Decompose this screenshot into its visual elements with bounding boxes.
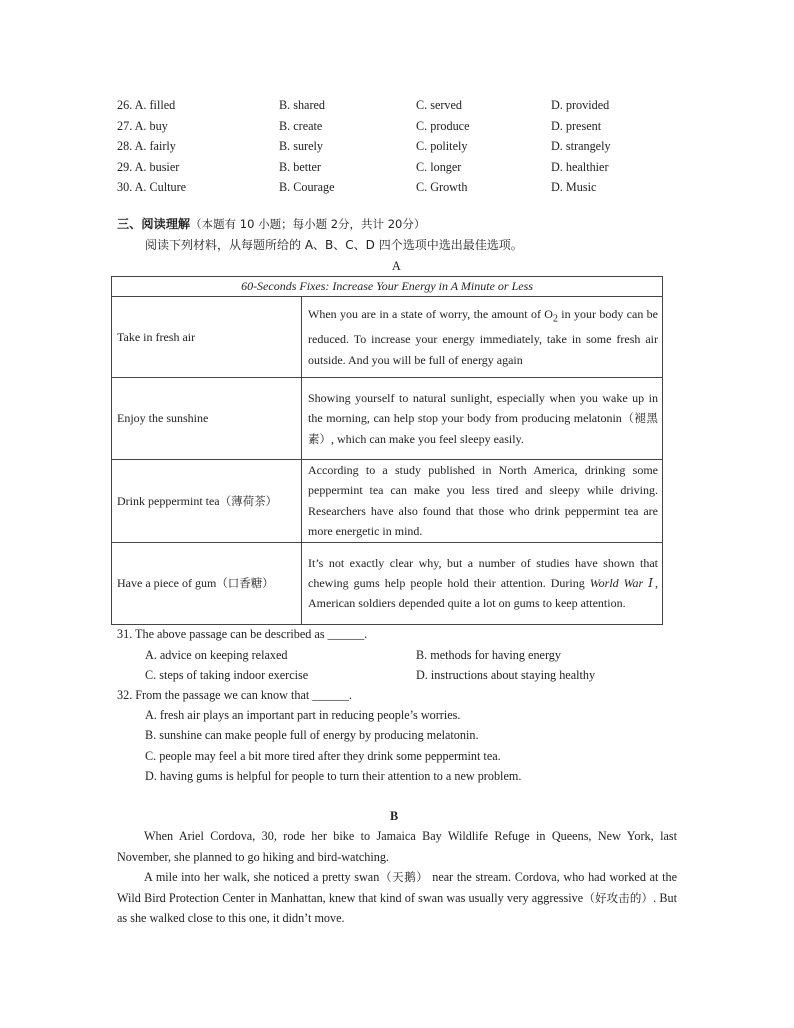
section-instruction: 阅读下列材料，从每题所给的 A、B、C、D 四个选项中选出最佳选项。 xyxy=(145,238,523,252)
choice-row-26 xyxy=(117,95,697,116)
passage-a-label: A xyxy=(392,259,401,273)
choice-27-b: B. create xyxy=(279,118,323,133)
q31-option-a: A. advice on keeping relaxed xyxy=(145,648,288,662)
fix-desc-sunshine xyxy=(302,378,663,460)
para-text: A mile into her walk, she noticed a pretty swan xyxy=(144,870,380,884)
choice-row-29 xyxy=(117,157,697,178)
passage-b-label: B xyxy=(390,809,399,823)
para-zh-gloss: （好攻击的） xyxy=(583,890,654,905)
choice-29-d: D. healthier xyxy=(551,159,609,174)
fix-name-gum xyxy=(112,542,302,624)
desc-italic: World War Ⅰ xyxy=(589,575,655,590)
passage-b-paragraph-2 xyxy=(117,867,677,929)
desc-text: in your body can be reduced. To increase your energy immediately, take in some fresh air outside. And you will be full of energy again xyxy=(308,306,658,367)
desc-text: , American soldiers depended quite a lot on gums to keep attention. xyxy=(308,575,658,611)
energy-fixes-table xyxy=(111,276,663,625)
section-note: （本题有 10 小题；每小题 2分，共计 20分） xyxy=(190,217,426,231)
choice-row-30 xyxy=(117,177,697,198)
table-row xyxy=(112,460,663,543)
table-row xyxy=(112,297,663,378)
fix-name-text: Have a piece of gum xyxy=(117,576,217,591)
q31-option-c: C. steps of taking indoor exercise xyxy=(145,668,309,682)
choice-28-c: C. politely xyxy=(416,139,468,153)
desc-text: When you are in a state of worry, the amount of O xyxy=(308,306,553,321)
choice-26-b: B. shared xyxy=(279,98,326,112)
choice-28-a: 28. A. fairly xyxy=(117,139,176,153)
passage-b-paragraph-1: When Ariel Cordova, 30, rode her bike to Jamaica Bay Wildlife Refuge in Queens, New York, last November, she planned to go hiking and bird-watching. xyxy=(117,829,677,864)
choice-27-d: D. present xyxy=(551,118,602,133)
table-row xyxy=(112,378,663,460)
fix-desc-peppermint-tea: According to a study published in North America, drinking some peppermint tea can make you less tired and sleepy while driving. Researchers have also found that those who drink peppermint tea are more energetic in mind. xyxy=(302,460,663,543)
desc-subscript: 2 xyxy=(552,313,558,325)
table-title: 60-Seconds Fixes: Increase Your Energy in A Minute or Less xyxy=(112,277,663,297)
section-title: 三、阅读理解 xyxy=(117,217,191,231)
fix-name-peppermint-tea xyxy=(112,460,302,543)
fix-name-text: Drink peppermint tea xyxy=(117,493,220,508)
choice-28-d: D. strangely xyxy=(551,139,611,153)
choice-30-d: D. Music xyxy=(551,180,597,194)
choice-29-b: B. better xyxy=(279,159,321,174)
choice-26-c: C. served xyxy=(416,98,463,112)
desc-text: , which can make you feel sleepy easily. xyxy=(331,431,524,446)
choice-29-c: C. longer xyxy=(416,159,462,174)
fix-desc-fresh-air xyxy=(302,297,663,378)
fix-desc-gum xyxy=(302,542,663,624)
fix-name-text: Take in fresh air xyxy=(117,329,196,344)
fix-name-zh: （薄荷茶） xyxy=(219,493,278,508)
question-32-stem: 32. From the passage we can know that ______. xyxy=(117,688,352,702)
fix-name-fresh-air xyxy=(112,297,302,378)
fix-name-text: Enjoy the sunshine xyxy=(117,411,209,425)
desc-text: It’s not exactly clear why, but a number of studies have shown that chewing gums help people hold their attention. During xyxy=(308,555,658,590)
table-row xyxy=(112,542,663,624)
choice-30-a: 30. A. Culture xyxy=(117,180,187,194)
q32-option-c: C. people may feel a bit more tired after they drink some peppermint tea. xyxy=(145,749,501,763)
para-text: near the stream. Cordova, who had worked at the Wild Bird Protection Center in Manhattan, knew that kind of swan was usually very aggressive xyxy=(117,870,678,905)
q32-option-d: D. having gums is helpful for people to turn their attention to a new problem. xyxy=(145,769,522,783)
q31-option-d: D. instructions about staying healthy xyxy=(416,668,596,682)
choice-27-a: 27. A. buy xyxy=(117,118,168,133)
q31-option-b: B. methods for having energy xyxy=(416,648,561,662)
q32-option-a: A. fresh air plays an important part in reducing people’s worries. xyxy=(145,708,461,722)
table-header-row xyxy=(112,277,663,297)
choice-27-c: C. produce xyxy=(416,118,470,133)
cloze-choices xyxy=(117,95,697,198)
choice-26-a: 26. A. filled xyxy=(117,98,176,112)
choice-30-c: C. Growth xyxy=(416,180,468,194)
choice-28-b: B. surely xyxy=(279,139,324,153)
para-text: . But as she walked close to this one, it didn’t move. xyxy=(117,890,678,926)
fix-name-zh: （口香糖） xyxy=(216,576,274,591)
choice-row-27 xyxy=(117,116,697,137)
q32-option-b: B. sunshine can make people full of energy by producing melatonin. xyxy=(145,728,479,742)
choice-29-a: 29. A. busier xyxy=(117,159,180,174)
para-zh-gloss: （天鹅） xyxy=(379,870,429,884)
choice-26-d: D. provided xyxy=(551,98,610,112)
section-heading xyxy=(117,214,425,234)
desc-text: Showing yourself to natural sunlight, especially when you wake up in the morning, can help stop your body from producing melatonin xyxy=(308,390,658,426)
question-31-stem: 31. The above passage can be described as ______. xyxy=(117,627,368,641)
fix-name-sunshine xyxy=(112,378,302,460)
choice-row-28 xyxy=(117,136,697,157)
choice-30-b: B. Courage xyxy=(279,180,335,194)
desc-zh-gloss: （褪黑素） xyxy=(308,411,659,446)
